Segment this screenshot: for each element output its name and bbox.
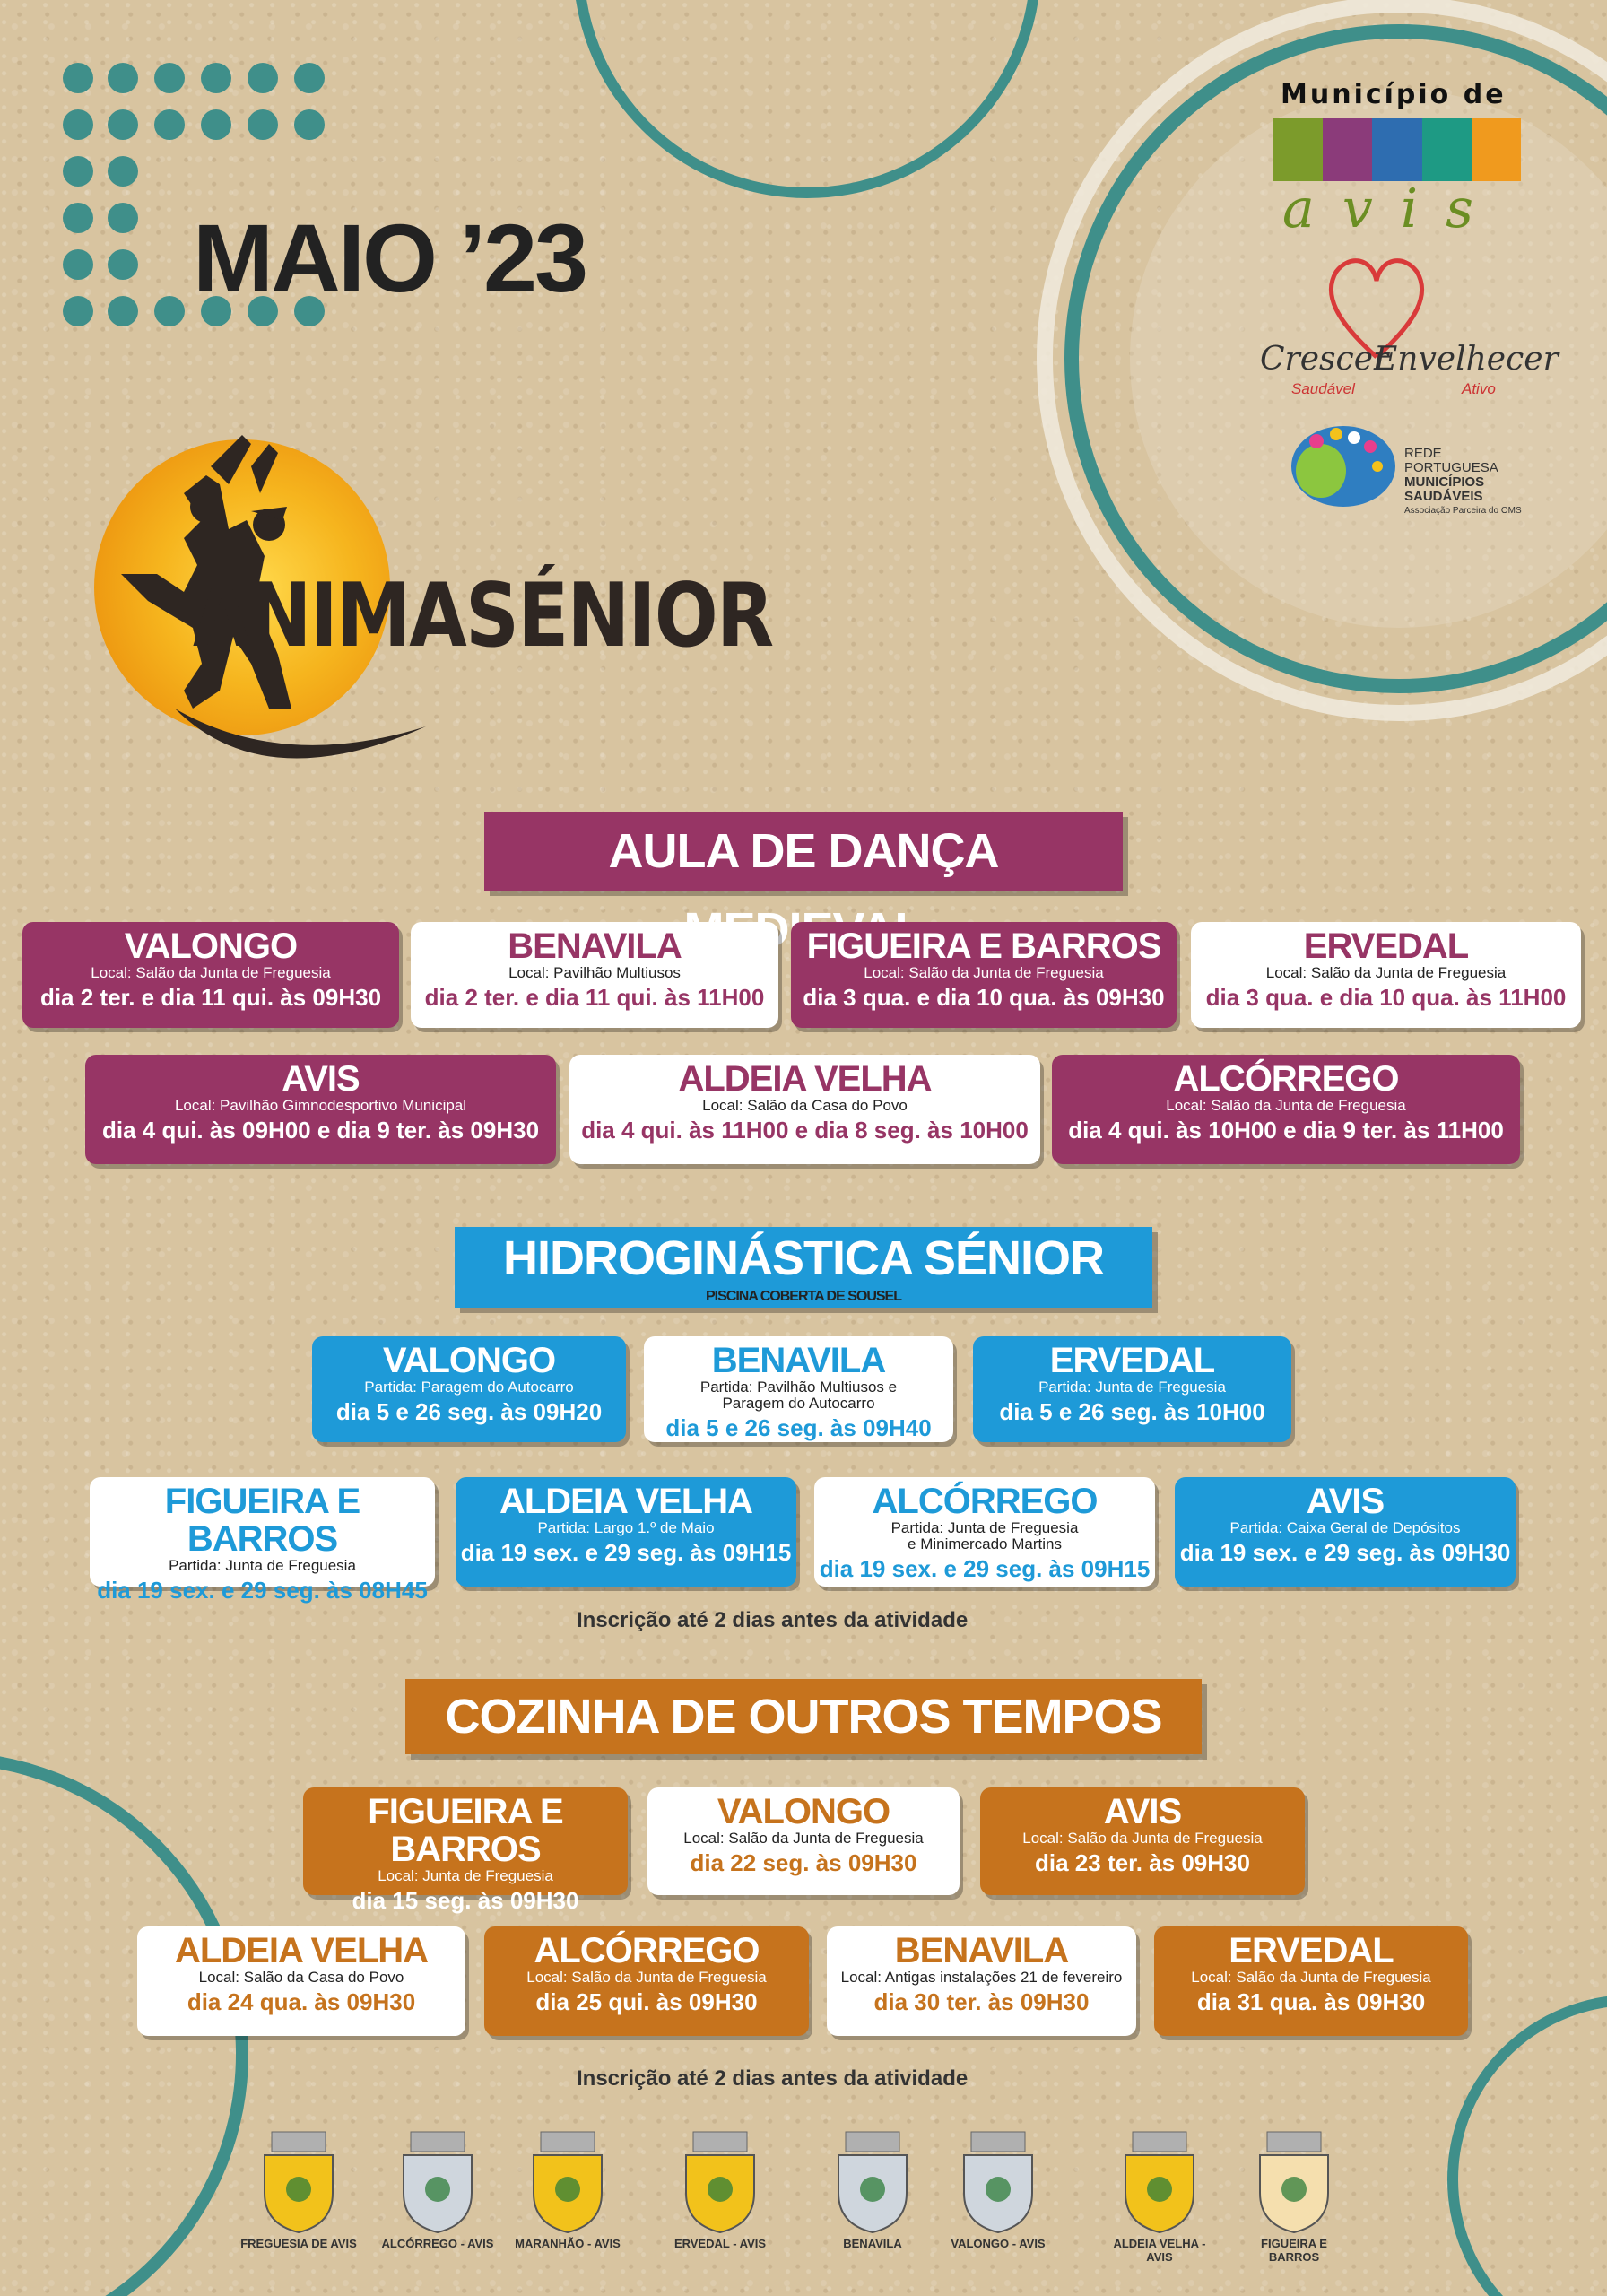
parish-crest-icon (395, 2130, 481, 2236)
danca-card (1052, 1055, 1520, 1164)
cozinha-note: Inscrição até 2 dias antes da atividade (577, 2066, 969, 2091)
decorative-dot (201, 109, 231, 140)
card-location-2: e Minimercado Martins (908, 1535, 1062, 1552)
card-location: Local: Salão da Junta de Freguesia (526, 1969, 767, 1986)
crest-label: FIGUEIRA E BARROS (1261, 2237, 1327, 2264)
danca-card (85, 1055, 556, 1164)
card-date: dia 22 seg. às 09H30 (690, 1848, 917, 1876)
crest-label: VALONGO - AVIS (951, 2237, 1046, 2250)
card-place: VALONGO (382, 1341, 556, 1380)
parish-crest-icon (830, 2130, 916, 2236)
card-location: Local: Salão da Casa do Povo (198, 1969, 404, 1986)
decorative-dot (294, 63, 325, 93)
card-location: Local: Salão da Junta de Freguesia (1191, 1969, 1431, 1986)
card-location: Partida: Paragem do Autocarro (364, 1378, 574, 1396)
decorative-dot (154, 109, 185, 140)
decorative-dot (294, 109, 325, 140)
decorative-dot (248, 63, 278, 93)
cozinha-card (980, 1787, 1305, 1895)
card-date: dia 30 ter. às 09H30 (873, 1987, 1090, 2015)
card-location-2: Paragem do Autocarro (722, 1394, 875, 1412)
card-date: dia 24 qua. às 09H30 (187, 1987, 416, 2015)
decorative-dot (63, 156, 93, 187)
card-date: dia 5 e 26 seg. às 10H00 (999, 1397, 1265, 1425)
card-place: ALDEIA VELHA (499, 1482, 753, 1521)
danca-card (22, 922, 399, 1028)
hidro-card (312, 1336, 626, 1442)
decorative-dot (108, 249, 138, 280)
card-date: dia 19 sex. e 29 seg. às 08H45 (97, 1576, 428, 1604)
card-place: VALONGO (717, 1792, 890, 1831)
card-location: Local: Salão da Junta de Freguesia (683, 1830, 924, 1847)
card-date: dia 2 ter. e dia 11 qui. às 09H30 (39, 983, 382, 1011)
card-date: dia 4 qui. às 11H00 e dia 8 seg. às 10H00 (581, 1116, 1029, 1144)
card-place: ERVEDAL (1049, 1341, 1215, 1380)
card-location: Local: Salão da Casa do Povo (702, 1097, 908, 1114)
card-place: ERVEDAL (1303, 926, 1469, 966)
hidro-card (814, 1477, 1155, 1587)
network-text (1404, 447, 1522, 518)
card-date: dia 2 ter. e dia 11 qui. às 11H00 (424, 983, 765, 1011)
municipality-color-blocks (1273, 118, 1521, 181)
municipality-prefix: Município de (1281, 79, 1507, 110)
crest-label: ALCÓRREGO - AVIS (381, 2237, 494, 2250)
decorative-dot (108, 109, 138, 140)
decorative-dot (108, 296, 138, 326)
decorative-dot (63, 296, 93, 326)
program-left-sub: Saudável (1291, 380, 1355, 397)
hidro-card (90, 1477, 435, 1604)
program-right: Envelhecer (1374, 341, 1559, 378)
card-place: FIGUEIRA E BARROS (806, 926, 1161, 966)
decorative-dot (201, 63, 231, 93)
network-line-3: MUNICÍPIOS (1404, 474, 1485, 490)
decorative-dot (108, 63, 138, 93)
program-right-sub: Ativo (1462, 380, 1496, 397)
hidro-card (456, 1477, 796, 1587)
crest-label: BENAVILA (843, 2237, 902, 2250)
card-location: Partida: Junta de Freguesia (890, 1519, 1079, 1536)
card-date: dia 25 qui. às 09H30 (535, 1987, 758, 2015)
hidro-title-box (455, 1227, 1152, 1308)
parish-crest-icon (525, 2130, 611, 2236)
card-place: AVIS (1103, 1792, 1182, 1831)
network-line-4: SAUDÁVEIS (1404, 489, 1483, 504)
decorative-dot (248, 109, 278, 140)
cozinha-title: COZINHA DE OUTROS TEMPOS (405, 1679, 1202, 1754)
card-date: dia 4 qui. às 09H00 e dia 9 ter. às 09H30 (101, 1116, 540, 1144)
card-location: Local: Pavilhão Multiusos (508, 964, 681, 981)
card-location: Local: Junta de Freguesia (378, 1867, 553, 1884)
card-location: Local: Salão da Junta de Freguesia (1022, 1830, 1263, 1847)
card-location: Local: Salão da Junta de Freguesia (91, 964, 331, 981)
decorative-dot (63, 109, 93, 140)
card-location: Local: Pavilhão Gimnodesportivo Municipal (174, 1097, 467, 1114)
card-location: Partida: Largo 1.º de Maio (537, 1519, 715, 1536)
hidro-subtitle: PISCINA COBERTA DE SOUSEL (706, 1289, 901, 1304)
network-line-2: PORTUGUESA (1404, 460, 1498, 475)
card-place: ERVEDAL (1229, 1931, 1394, 1970)
cozinha-card (303, 1787, 628, 1914)
card-place: AVIS (1306, 1482, 1385, 1521)
danca-card (411, 922, 778, 1028)
danca-title: AULA DE DANÇA (484, 812, 1123, 891)
card-location: Partida: Junta de Freguesia (1038, 1378, 1226, 1396)
parish-crest-icon (1116, 2130, 1203, 2236)
crest-label: ALDEIA VELHA - AVIS (1113, 2237, 1206, 2264)
event-logo-text: ANIMASÉNIOR (193, 565, 773, 667)
parish-crest-icon (677, 2130, 763, 2236)
network-line-1: REDE (1404, 446, 1442, 461)
card-location: Partida: Pavilhão Multiusos e (699, 1378, 898, 1396)
cozinha-card (1154, 1926, 1468, 2036)
danca-card (791, 922, 1177, 1028)
municipality-name: a v i s (1282, 178, 1479, 240)
danca-card (569, 1055, 1040, 1164)
card-date: dia 3 qua. e dia 10 qua. às 11H00 (1205, 983, 1567, 1011)
hidro-title: HIDROGINÁSTICA SÉNIOR (502, 1231, 1105, 1285)
card-location: Local: Antigas instalações 21 de fevereiro (840, 1969, 1123, 1986)
healthy-cities-network-icon (1290, 422, 1399, 511)
card-date: dia 5 e 26 seg. às 09H40 (665, 1413, 932, 1441)
cozinha-card (484, 1926, 809, 2036)
decorative-dot (108, 203, 138, 233)
crest-label: MARANHÃO - AVIS (515, 2237, 621, 2250)
card-date: dia 23 ter. às 09H30 (1035, 1848, 1250, 1876)
parish-crest-icon (1251, 2130, 1337, 2236)
card-date: dia 5 e 26 seg. às 09H20 (335, 1397, 603, 1425)
card-place: AVIS (282, 1059, 360, 1099)
cozinha-card (827, 1926, 1136, 2036)
program-left: Crescer (1260, 341, 1389, 378)
card-place: FIGUEIRA E BARROS (164, 1482, 360, 1559)
hidro-card (973, 1336, 1291, 1442)
card-date: dia 15 seg. às 09H30 (352, 1886, 579, 1914)
card-date: dia 3 qua. e dia 10 qua. às 09H30 (803, 983, 1165, 1011)
hidro-card (1175, 1477, 1516, 1587)
decorative-dot (63, 249, 93, 280)
card-place: BENAVILA (894, 1931, 1069, 1970)
cozinha-card (137, 1926, 465, 2036)
card-location: Partida: Caixa Geral de Depósitos (1229, 1519, 1461, 1536)
card-place: BENAVILA (711, 1341, 886, 1380)
decorative-dot (154, 296, 185, 326)
card-date: dia 19 sex. e 29 seg. às 09H30 (1179, 1538, 1511, 1566)
hidro-note: Inscrição até 2 dias antes da atividade (577, 1608, 969, 1632)
card-place: BENAVILA (508, 926, 682, 966)
danca-card (1191, 922, 1581, 1028)
parish-crest-icon (256, 2130, 342, 2236)
card-date: dia 19 sex. e 29 seg. às 09H15 (460, 1538, 792, 1566)
card-location: Local: Salão da Junta de Freguesia (864, 964, 1104, 981)
card-place: ALDEIA VELHA (174, 1931, 429, 1970)
hidro-card (644, 1336, 953, 1442)
card-place: FIGUEIRA E BARROS (368, 1792, 563, 1869)
card-place: VALONGO (124, 926, 298, 966)
decorative-dot (63, 63, 93, 93)
decorative-dot (63, 203, 93, 233)
card-date: dia 19 sex. e 29 seg. às 09H15 (819, 1554, 1151, 1582)
card-location: Local: Salão da Junta de Freguesia (1166, 1097, 1406, 1114)
card-place: ALCÓRREGO (1173, 1059, 1399, 1099)
card-date: dia 31 qua. às 09H30 (1196, 1987, 1426, 2015)
decorative-dot (108, 156, 138, 187)
parish-crest-icon (955, 2130, 1041, 2236)
crest-label: FREGUESIA DE AVIS (240, 2237, 357, 2250)
card-place: ALDEIA VELHA (678, 1059, 932, 1099)
cozinha-card (647, 1787, 960, 1895)
crest-label: ERVEDAL - AVIS (673, 2237, 767, 2250)
card-location: Local: Salão da Junta de Freguesia (1265, 964, 1507, 981)
card-location: Partida: Junta de Freguesia (169, 1557, 356, 1574)
month-title: MAIO ’23 (193, 204, 586, 312)
card-date: dia 4 qui. às 10H00 e dia 9 ter. às 11H00 (1068, 1116, 1504, 1144)
card-place: ALCÓRREGO (534, 1931, 760, 1970)
network-line-5: Associação Parceira do OMS (1404, 506, 1522, 516)
decorative-dot (154, 63, 185, 93)
card-place: ALCÓRREGO (872, 1482, 1098, 1521)
